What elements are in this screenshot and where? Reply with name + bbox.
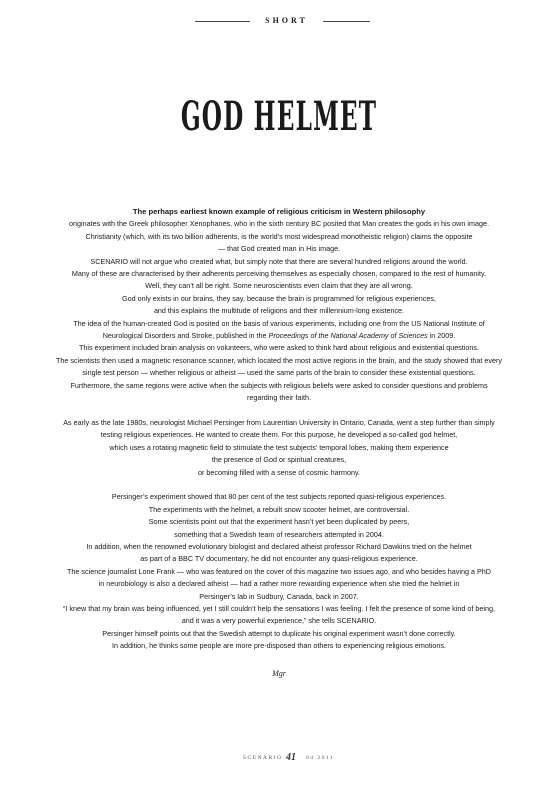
body-line: Persinger himself points out that the Swedish attempt to duplicate his original experiment wasn’t done correctly. (102, 628, 456, 638)
article-title: GOD HELMET (180, 93, 378, 140)
section-header (0, 14, 558, 28)
author-signature: Mgr (272, 669, 286, 678)
body-line: Furthermore, the same regions were active when the subjects with religious beliefs were asked to consider questions and problems (70, 380, 488, 390)
body-line: testing religious experiences. He wanted to create them. For this purpose, he developed a so-called god helmet, (100, 430, 458, 440)
body-line: or becoming filled with a sense of cosmic harmony. (197, 467, 361, 477)
body-line: Some scientists point out that the experiment hasn’t yet been duplicated by peers, (148, 517, 410, 527)
section-label: SHORT (265, 16, 308, 25)
body-line: God only exists in our brains, they say, because the brain is programmed for religious experiences, (122, 293, 436, 303)
body-line: which uses a rotating magnetic field to stimulate the test subjects’ temporal lobes, making them experience (109, 442, 449, 452)
header-rule-left (195, 21, 250, 22)
body-line (30, 330, 528, 342)
body-line: Well, they can’t all be right. Some neuroscientists even claim that they are all wrong. (145, 281, 413, 291)
body-line: As early as the late 1980s, neurologist Michael Persinger from Laurentian University in Ontario, Canada, went a step further than simply (63, 417, 495, 427)
body-line: regarding their faith. (247, 393, 311, 403)
body-line: — that God created man in His image. (217, 244, 341, 254)
body-line: This experiment included brain analysis on volunteers, who were asked to think hard about religious and existential questions. (79, 343, 479, 353)
body-line: Many of these are characterised by their adherents perceiving themselves as especially chosen, compared to the rest of humanity. (71, 269, 487, 279)
body-line: Persinger’s lab in Sudbury, Canada, back in 2007. (199, 591, 359, 601)
footer-magazine-name: SCENARIO (243, 755, 283, 761)
body-line: “I knew that my brain was being influenced, yet I still couldn’t help the sensations I was feeling. I felt the presence of some kind of being, (63, 603, 495, 613)
paragraph-gap (30, 405, 528, 417)
body-line: as part of a BBC TV documentary, he did not encounter any quasi-religious experience. (140, 554, 418, 564)
body-text: in 2009. (427, 331, 456, 341)
article-lead: The perhaps earliest known example of religious criticism in Western philosophy (132, 207, 426, 216)
body-line: In addition, he thinks some people are more pre-disposed than others to experiencing religious emotions. (111, 641, 446, 651)
article-body (30, 206, 528, 653)
header-rule-right (323, 21, 370, 22)
body-line: originates with the Greek philosopher Xenophanes, who in the sixth century BC posited that Man creates the gods in his own image. (69, 219, 489, 229)
body-line: something that a Swedish team of researchers attempted in 2004. (174, 529, 384, 539)
body-line: in neurobiology is also a declared atheist — had a rather more rewarding experience when she tried the helmet in (98, 579, 460, 589)
body-line: single test person — whether religious or atheist — used the same parts of the brain to consider these existential questions. (82, 368, 476, 378)
body-line: The science journalist Lone Frank — who was featured on the cover of this magazine two issues ago, and who besides having a PhD (67, 566, 491, 576)
footer-issue: 04 2011 (306, 755, 335, 761)
body-text: Neurological Disorders and Stroke, published in the (102, 331, 267, 341)
page-number: 41 (286, 752, 296, 763)
body-line: the presence of God or spiritual creatures, (211, 455, 347, 465)
body-line: The experiments with the helmet, a rebuilt snow scooter helmet, are controversial. (148, 504, 410, 514)
body-line: and it was a very powerful experience,” she tells SCENARIO. (181, 616, 377, 626)
body-line: Christianity (which, with its two billion adherents, is the world’s most widespread monotheistic religion) claims the opposite (85, 231, 473, 241)
body-line: In addition, when the renowned evolutionary biologist and declared atheist professor Richard Dawkins tried on the helmet (86, 541, 472, 551)
paragraph-gap (30, 479, 528, 491)
journal-title: Proceedings of the National Academy of Sciences (268, 331, 428, 341)
body-line: and this explains the multitude of religions and their millennium-long existence. (153, 306, 405, 316)
body-line: Persinger’s experiment showed that 80 per cent of the test subjects reported quasi-religious experiences. (111, 492, 447, 502)
page-footer (0, 752, 558, 766)
body-line: The idea of the human-created God is posited on the basis of various experiments, including one from the US National Institute of (73, 318, 485, 328)
body-line: The scientists then used a magnetic resonance scanner, which located the most active regions in the brain, and the study showed that every (56, 355, 502, 365)
body-line: SCENARIO will not argue who created what, but simply note that there are several hundred religions around the world. (90, 256, 468, 266)
